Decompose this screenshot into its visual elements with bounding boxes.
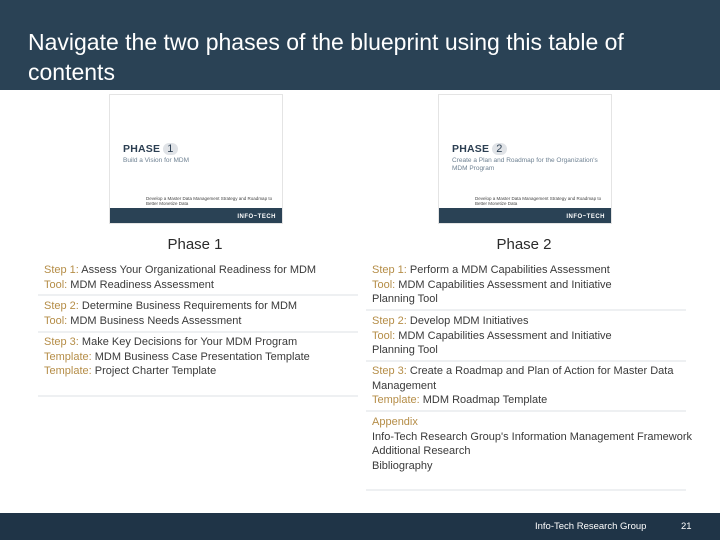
entry-text: Project Charter Template [91, 365, 217, 377]
entry-text: MDM Capabilities Assessment and Initiative Planning Tool [372, 329, 612, 356]
entry-text: Make Key Decisions for Your MDM Program [78, 336, 298, 348]
phase2-cover-description: Develop a Master Data Management Strategy and Roadmap to Better Monetize Data [475, 196, 602, 206]
page-title: Navigate the two phases of the blueprint using this table of contents [28, 29, 624, 85]
phase1-step2-entry[interactable] [38, 299, 358, 333]
entry-text: Determine Business Requirements for MDM [78, 300, 298, 312]
entry-label: Template: [44, 350, 92, 363]
phase2-cover-thumbnail[interactable] [438, 94, 612, 224]
phase1-cover-thumbnail[interactable] [109, 94, 283, 224]
phase2-cover-logo: INFO~TECH [566, 214, 605, 220]
entry-text: Create a Roadmap and Plan of Action for Master Data Management [372, 365, 674, 392]
phase1-cover-logo: INFO~TECH [237, 214, 276, 220]
entry-label: Step 1: [372, 264, 407, 276]
appendix-label: Appendix [372, 416, 418, 428]
entry-text: Perform a MDM Capabilities Assessment [406, 264, 610, 276]
entry-label: Step 3: [372, 365, 407, 377]
entry-label: Step 2: [372, 315, 407, 327]
entry-label: Tool: [44, 278, 68, 291]
phase1-cover-number: 1 [163, 143, 177, 155]
phase1-step3-entry[interactable] [38, 335, 358, 397]
entry-text: MDM Roadmap Template [419, 394, 548, 406]
appendix-entry[interactable] [366, 415, 693, 491]
appendix-item: Additional Research [372, 445, 471, 457]
phase1-cover-description: Develop a Master Data Management Strategy and Roadmap to Better Monetize Data [146, 196, 273, 206]
phase2-step3-entry[interactable] [366, 364, 686, 412]
entry-label: Template: [44, 365, 92, 377]
page-number: 21 [681, 521, 692, 532]
appendix-item: Info-Tech Research Group's Information Management Framework [372, 430, 693, 443]
phase1-cover-label: PHASE 1 [123, 143, 178, 155]
phase2-step1-entry[interactable] [366, 263, 686, 311]
footer-bar [0, 513, 720, 540]
entry-text: MDM Business Needs Assessment [67, 314, 242, 327]
phase2-cover-number: 2 [492, 143, 506, 155]
title-bar [0, 0, 720, 90]
publisher-name: Info-Tech Research Group [535, 521, 647, 532]
appendix-item: Bibliography [372, 459, 433, 472]
entry-text: Develop MDM Initiatives [406, 315, 529, 327]
entry-label: Step 2: [44, 300, 79, 312]
entry-label: Tool: [372, 329, 396, 342]
phase2-cover-label: PHASE 2 [452, 143, 507, 155]
entry-text: MDM Capabilities Assessment and Initiative Planning Tool [372, 278, 612, 305]
entry-label: Tool: [372, 278, 396, 291]
entry-label: Template: [372, 394, 420, 406]
phase2-step2-entry[interactable] [366, 314, 686, 362]
phase1-cover-subtitle: Build a Vision for MDM [123, 157, 189, 164]
entry-label: Tool: [44, 314, 68, 327]
phase1-heading: Phase 1 [167, 236, 223, 253]
entry-label: Step 1: [44, 264, 79, 276]
phase1-step1-entry[interactable] [38, 263, 358, 296]
entry-text: Assess Your Organizational Readiness for MDM [78, 264, 317, 276]
entry-label: Step 3: [44, 336, 79, 348]
phase2-cover-subtitle: Create a Plan and Roadmap for the Organization's MDM Program [452, 157, 598, 172]
entry-text: MDM Business Case Presentation Template [91, 350, 310, 363]
entry-text: MDM Readiness Assessment [67, 278, 214, 291]
phase2-heading: Phase 2 [496, 236, 552, 253]
